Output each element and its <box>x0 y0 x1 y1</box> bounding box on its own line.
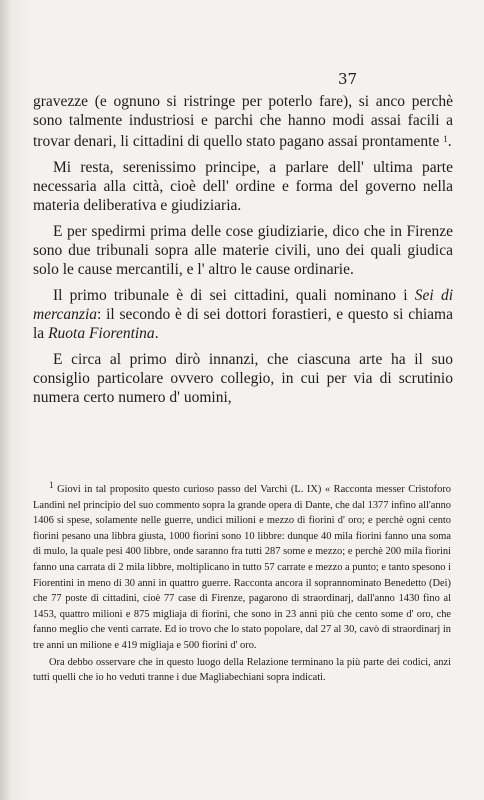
footnote-reference: 1 <box>443 134 448 144</box>
footnote: Ora debbo osservare che in questo luogo della Relazione terminano la più parte dei codici, anzi tutti quelli che io ho veduti tranne i due Magliabechiani sopra indicati. <box>33 656 451 684</box>
italic-term: Ruota Fiorentina <box>48 325 155 342</box>
paragraph: E per spedirmi prima delle cose giudiziarie, dico che in Firenze sono due tribunali sopra alle materie civili, uno dei quali giudica solo le cause mercantili, e l' altro le cause ordinarie. <box>33 223 453 278</box>
paragraph-text: . <box>154 325 159 342</box>
paragraph-text: gravezze (e ognuno si ristringe per poterlo fare), si anco perchè sono talmente industriosi e parchi che hanno modi assai facili a trovar denari, li cittadini di quello stato pagano assai prontamente <box>33 93 453 150</box>
footnote-number: 1 <box>49 480 54 490</box>
italic-term: Sei di mercanzia <box>33 287 453 323</box>
paragraph: gravezze (e ognuno si ristringe per poterlo fare), si anco perchè sono talmente industriosi e parchi che hanno modi assai facili a trovar denari, li cittadini di quello stato pagano assai prontamente $^1$. <box>33 93 453 150</box>
footnote <box>33 478 451 654</box>
paragraph: Mi resta, serenissimo principe, a parlare dell' ultima parte necessaria alla città, cioè dell' ordine e forma del governo nella materia deliberativa e giudiziaria. <box>33 159 453 214</box>
footnote-text: Giovi in tal proposito questo curioso passo del Varchi (L. IX) « Racconta messer Cristoforo Landini nel principio del suo commento sopra la grande opera di Dante, che dal 1377 infino all'anno 1406 si spese, solamente nelle guerre, undici milioni e mezzo di fiorini d' oro; e perchè ogni cento fiorini pesano una libbra giusta, 1000 fiorini sono 10 libbre: dunque 40 mila fiorini fanno una soma di mulo, la quale pesi 400 libbre, onde saranno fra tutti 287 some e mezzo; e perchè 200 mila fiorini fanno una carrata di 2 mila libbre, moltiplicano in tutto 57 carrate e mezzo a punto; e tanto spesono i Fiorentini in meno di 30 anni in quattro guerre. Racconta ancora il soprannominato Benedetto (Dei) che 77 poste di cittadini, cioè 77 case di Firenze, pagarono di straordinarj, dall'anno 1430 fino al 1453, quattro milioni e 875 migliaja di fiorini, che sono in 23 anni più che cento some d' oro, che fanno meglio che venti carrate. Ed io trovo che lo stato popolare, dal 27 al 30, cavò di straordinarj in tre anni un milione e 419 migliaja e 500 fiorini d' oro. <box>33 484 451 651</box>
footnotes <box>33 478 451 687</box>
paragraph-text: Il primo tribunale è di sei cittadini, quali nominano i <box>53 287 408 304</box>
paragraph <box>33 286 453 343</box>
main-text <box>33 92 453 414</box>
page-number: 37 <box>338 70 358 88</box>
paragraph: E circa al primo dirò innanzi, che ciascuna arte ha il suo consiglio particolare ovvero collegio, in cui per via di scrutinio numera certo numero d' uomini, <box>33 351 453 406</box>
paragraph-text: : il secondo è di sei dottori forastieri, e questo si chiama la <box>33 306 453 342</box>
